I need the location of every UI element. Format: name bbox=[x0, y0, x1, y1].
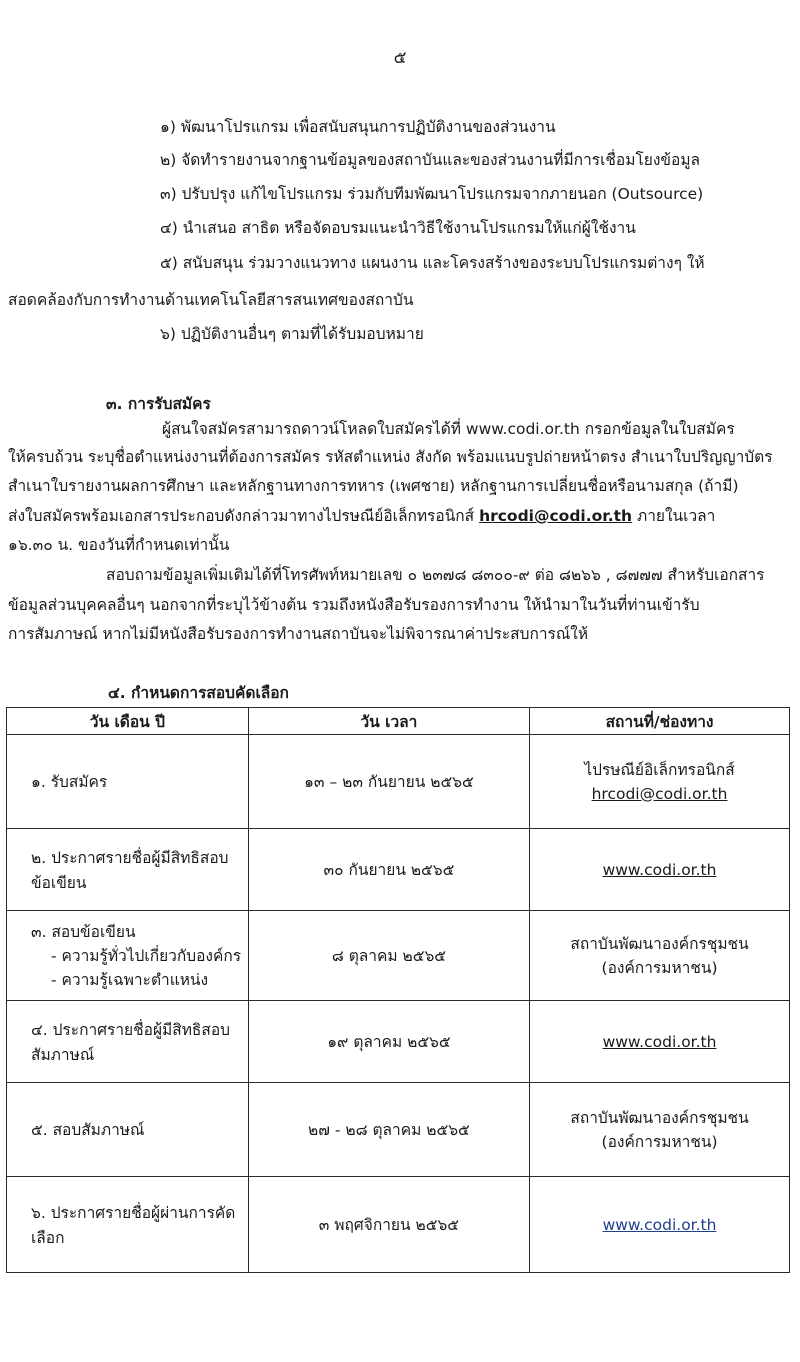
apply-line-4-end: ภายในเวลา bbox=[632, 507, 716, 525]
date-cell: ๑๓ – ๒๓ กันยายน ๒๕๖๕ bbox=[248, 735, 529, 829]
table-row bbox=[7, 911, 790, 1001]
place-cell bbox=[530, 911, 790, 1001]
apply-line-4-text: ส่งใบสมัครพร้อมเอกสารประกอบดังกล่าวมาทางไปรษณีย์อิเล็กทรอนิกส์ bbox=[8, 507, 480, 525]
duty-item-5-cont: สอดคล้องกับการทำงานด้านเทคโนโลยีสารสนเทศของสถาบัน bbox=[8, 291, 414, 309]
section3-heading: ๓. การรับสมัคร bbox=[106, 395, 211, 413]
apply-line-1: ผู้สนใจสมัครสามารถดาวน์โหลดใบสมัครได้ที่ www.codi.or.th กรอกข้อมูลในใบสมัคร bbox=[162, 420, 735, 438]
email-link[interactable]: hrcodi@codi.or.th bbox=[479, 507, 633, 525]
table-row bbox=[7, 829, 790, 911]
table-row bbox=[7, 735, 790, 829]
stage-cell: ๑. รับสมัคร bbox=[7, 735, 249, 829]
stage-title: ๓. สอบข้อเขียน bbox=[31, 922, 136, 941]
date-cell: ๘ ตุลาคม ๒๕๖๕ bbox=[248, 911, 529, 1001]
table-header-row bbox=[7, 708, 790, 735]
page-number: ๕ bbox=[393, 48, 407, 68]
date-cell: ๑๙ ตุลาคม ๒๕๖๕ bbox=[248, 1001, 529, 1083]
contact-line-3: การสัมภาษณ์ หากไม่มีหนังสือรับรองการทำงานสถาบันจะไม่พิจารณาค่าประสบการณ์ให้ bbox=[8, 625, 589, 643]
duty-item-1: ๑) พัฒนาโปรแกรม เพื่อสนับสนุนการปฏิบัติงานของส่วนงาน bbox=[160, 118, 556, 136]
place-line: (องค์การมหาชน) bbox=[601, 958, 718, 977]
apply-line-5: ๑๖.๓๐ น. ของวันที่กำหนดเท่านั้น bbox=[8, 536, 230, 554]
duty-item-3: ๓) ปรับปรุง แก้ไขโปรแกรม ร่วมกับทีมพัฒนาโปรแกรมจากภายนอก (Outsource) bbox=[160, 185, 704, 203]
date-cell: ๓๐ กันยายน ๒๕๖๕ bbox=[248, 829, 529, 911]
place-cell bbox=[530, 735, 790, 829]
stage-cell bbox=[7, 911, 249, 1001]
header-date: วัน เดือน ปี bbox=[7, 708, 249, 735]
table-row bbox=[7, 1083, 790, 1177]
header-time: วัน เวลา bbox=[248, 708, 529, 735]
duty-item-6: ๖) ปฏิบัติงานอื่นๆ ตามที่ได้รับมอบหมาย bbox=[160, 325, 424, 343]
place-line: (องค์การมหาชน) bbox=[601, 1132, 718, 1151]
stage-cell: ๖. ประกาศรายชื่อผู้ผ่านการคัดเลือก bbox=[7, 1177, 249, 1273]
date-cell: ๓ พฤศจิกายน ๒๕๖๕ bbox=[248, 1177, 529, 1273]
stage-cell: ๒. ประกาศรายชื่อผู้มีสิทธิสอบข้อเขียน bbox=[7, 829, 249, 911]
header-place: สถานที่/ช่องทาง bbox=[530, 708, 790, 735]
contact-line-1: สอบถามข้อมูลเพิ่มเติมได้ที่โทรศัพท์หมายเลข ๐ ๒๓๗๘ ๘๓๐๐-๙ ต่อ ๘๒๖๖ , ๘๗๗๗ สำหรับเอกสาร bbox=[106, 566, 765, 584]
stage-subitem: - ความรู้เฉพาะตำแหน่ง bbox=[51, 970, 209, 989]
place-line: สถาบันพัฒนาองค์กรชุมชน bbox=[570, 1108, 749, 1127]
contact-line-2: ข้อมูลส่วนบุคคลอื่นๆ นอกจากที่ระบุไว้ข้างต้น รวมถึงหนังสือรับรองการทำงาน ให้นำมาในวันที่ท่านเข้ารับ bbox=[8, 596, 700, 614]
apply-line-3: สำเนาใบรายงานผลการศึกษา และหลักฐานทางการทหาร (เพศชาย) หลักฐานการเปลี่ยนชื่อหรือนามสกุล (ถ้ามี) bbox=[8, 477, 739, 495]
place-cell bbox=[530, 1083, 790, 1177]
apply-line-2: ให้ครบถ้วน ระบุชื่อตำแหน่งงานที่ต้องการสมัคร รหัสตำแหน่ง สังกัด พร้อมแนบรูปถ่ายหน้าตรง สำเนาใบปริญญาบัตร bbox=[8, 448, 773, 466]
schedule-table bbox=[6, 707, 790, 1273]
place-cell bbox=[530, 829, 790, 911]
place-line: สถาบันพัฒนาองค์กรชุมชน bbox=[570, 934, 749, 953]
date-cell: ๒๗ - ๒๘ ตุลาคม ๒๕๖๕ bbox=[248, 1083, 529, 1177]
website-link[interactable]: www.codi.or.th bbox=[602, 1032, 717, 1051]
stage-subitem: - ความรู้ทั่วไปเกี่ยวกับองค์กร bbox=[51, 946, 242, 965]
stage-cell: ๔. ประกาศรายชื่อผู้มีสิทธิสอบสัมภาษณ์ bbox=[7, 1001, 249, 1083]
table-row bbox=[7, 1001, 790, 1083]
website-link[interactable]: www.codi.or.th bbox=[602, 860, 717, 879]
duty-item-5: ๕) สนับสนุน ร่วมวางแนวทาง แผนงาน และโครงสร้างของระบบโปรแกรมต่างๆ ให้ bbox=[160, 254, 705, 272]
email-link[interactable]: hrcodi@codi.or.th bbox=[591, 784, 728, 803]
table-row bbox=[7, 1177, 790, 1273]
stage-cell: ๕. สอบสัมภาษณ์ bbox=[7, 1083, 249, 1177]
apply-line-4 bbox=[8, 505, 715, 527]
duty-item-4: ๔) นำเสนอ สาธิต หรือจัดอบรมแนะนำวิธีใช้งานโปรแกรมให้แก่ผู้ใช้งาน bbox=[160, 219, 636, 237]
website-link[interactable]: www.codi.or.th bbox=[602, 1215, 717, 1234]
section4-heading: ๔. กำหนดการสอบคัดเลือก bbox=[108, 684, 289, 702]
duty-item-2: ๒) จัดทำรายงานจากฐานข้อมูลของสถาบันและของส่วนงานที่มีการเชื่อมโยงข้อมูล bbox=[160, 151, 701, 169]
place-cell bbox=[530, 1001, 790, 1083]
place-line: ไปรษณีย์อิเล็กทรอนิกส์ bbox=[584, 760, 735, 779]
place-cell bbox=[530, 1177, 790, 1273]
